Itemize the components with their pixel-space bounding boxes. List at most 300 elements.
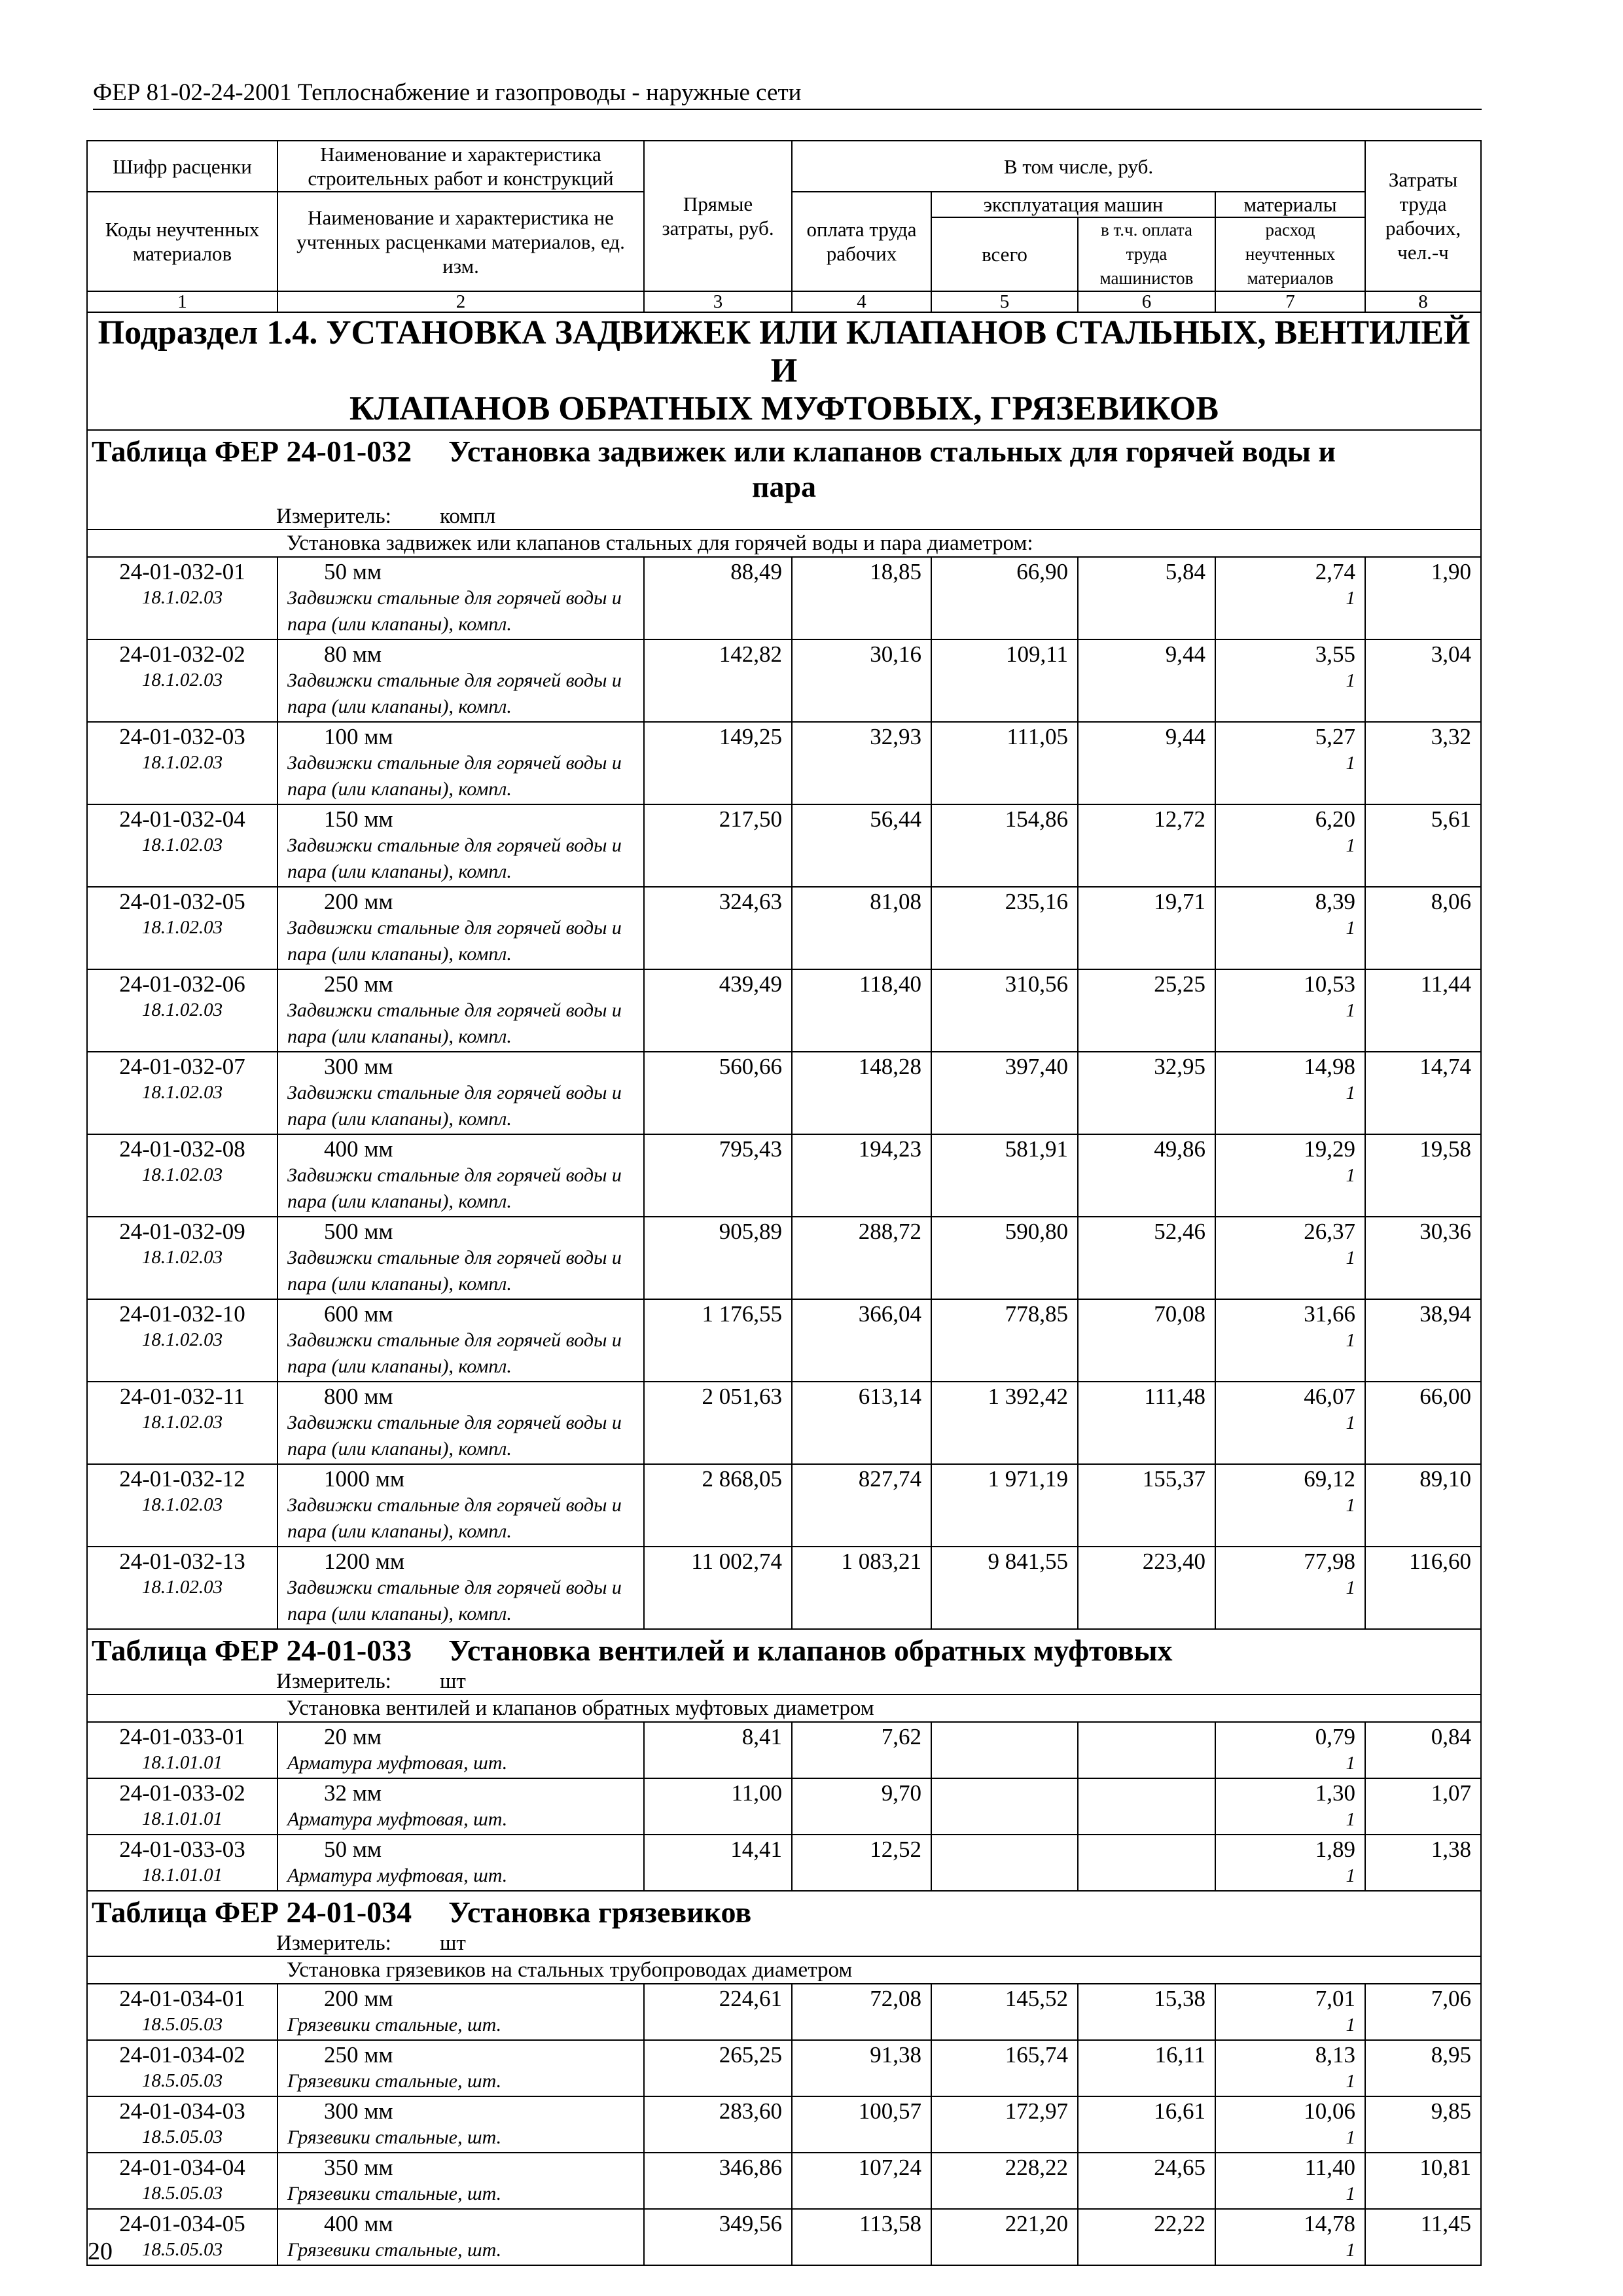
- work-name-cell: [277, 1299, 644, 1382]
- labor-hours: 10,81: [1365, 2153, 1481, 2209]
- col-number: 7: [1215, 291, 1365, 312]
- material-name: Арматура муфтовая, шт.: [287, 1808, 508, 1830]
- material-code: 18.5.05.03: [141, 2239, 223, 2260]
- materials-qty: 1: [1346, 2183, 1356, 2204]
- rate-code: 24-01-034-03: [119, 2098, 245, 2124]
- col-number: 1: [87, 291, 277, 312]
- material-code: 18.5.05.03: [141, 2126, 223, 2147]
- rate-code: 24-01-032-11: [119, 1384, 245, 1409]
- direct-costs: 1 176,55: [644, 1299, 792, 1382]
- materials-qty: 1: [1346, 1412, 1356, 1433]
- unit-row: [87, 1669, 1481, 1695]
- materials-cell: [1215, 969, 1365, 1052]
- material-name: Задвижки стальные для горячей воды и пара (или клапаны), компл.: [287, 1247, 622, 1295]
- unit-row: [87, 1931, 1481, 1956]
- diameter: 200 мм: [324, 1986, 393, 2011]
- section-title-row: [87, 312, 1481, 430]
- materials-qty: 1: [1346, 753, 1356, 774]
- col-number: 5: [931, 291, 1078, 312]
- diameter: 1200 мм: [324, 1549, 405, 1574]
- col-number: 2: [277, 291, 644, 312]
- table-row: [87, 1217, 1481, 1299]
- table-row: [87, 1134, 1481, 1217]
- diameter: 1000 мм: [324, 1466, 405, 1492]
- rate-code-cell: [87, 2153, 277, 2209]
- materials-cost: 0,79: [1315, 1724, 1356, 1749]
- table-row: [87, 1778, 1481, 1835]
- direct-costs: 2 868,05: [644, 1464, 792, 1547]
- materials-cost: 14,78: [1304, 2211, 1356, 2236]
- material-code: 18.1.02.03: [141, 917, 223, 938]
- page-header: ФЕР 81-02-24-2001 Теплоснабжение и газопроводы - наружные сети: [93, 77, 1482, 110]
- diameter: 250 мм: [324, 2042, 393, 2068]
- section-title-line2: КЛАПАНОВ ОБРАТНЫХ МУФТОВЫХ, ГРЯЗЕВИКОВ: [349, 390, 1219, 427]
- diameter: 350 мм: [324, 2155, 393, 2180]
- table-row: [87, 1547, 1481, 1629]
- work-name-cell: [277, 1835, 644, 1891]
- materials-qty: 1: [1346, 1165, 1356, 1186]
- machinists-pay: 19,71: [1078, 887, 1215, 969]
- labor-pay: 118,40: [792, 969, 931, 1052]
- diameter: 300 мм: [324, 2098, 393, 2124]
- materials-cell: [1215, 1722, 1365, 1778]
- labor-pay: 56,44: [792, 804, 931, 887]
- rate-code-cell: [87, 722, 277, 804]
- rate-code: 24-01-032-13: [119, 1549, 245, 1574]
- labor-hours: 0,84: [1365, 1722, 1481, 1778]
- work-name-cell: [277, 804, 644, 887]
- material-name: Грязевики стальные, шт.: [287, 2070, 502, 2092]
- work-name-cell: [277, 1134, 644, 1217]
- machinists-pay: 25,25: [1078, 969, 1215, 1052]
- materials-cost: 8,13: [1315, 2042, 1356, 2068]
- material-name: Задвижки стальные для горячей воды и пара (или клапаны), компл.: [287, 587, 622, 635]
- work-name-cell: [277, 1722, 644, 1778]
- rate-code-cell: [87, 557, 277, 639]
- labor-pay: 30,16: [792, 639, 931, 722]
- labor-pay: 107,24: [792, 2153, 931, 2209]
- materials-qty: 1: [1346, 2240, 1356, 2261]
- work-name-cell: [277, 1217, 644, 1299]
- table-label: Таблица ФЕР 24-01-033: [92, 1634, 412, 1667]
- labor-pay: 72,08: [792, 1984, 931, 2040]
- header-machines: эксплуатация машин: [931, 192, 1215, 217]
- labor-pay: 7,62: [792, 1722, 931, 1778]
- material-code: 18.1.02.03: [141, 1164, 223, 1185]
- rates-table-container: [86, 140, 1482, 2266]
- diameter: 32 мм: [324, 1780, 382, 1806]
- rate-code: 24-01-033-02: [119, 1780, 245, 1806]
- work-name-cell: [277, 1984, 644, 2040]
- header-col2-top: Наименование и характеристика строительных работ и конструкций: [277, 141, 644, 192]
- materials-cell: [1215, 804, 1365, 887]
- material-name: Грязевики стальные, шт.: [287, 2014, 502, 2036]
- group-spacer: [87, 529, 277, 557]
- header-col5: всего: [931, 217, 1078, 291]
- table-row: [87, 557, 1481, 639]
- diameter: 50 мм: [324, 559, 382, 584]
- diameter: 80 мм: [324, 641, 382, 667]
- machinists-pay: 24,65: [1078, 2153, 1215, 2209]
- col-number: 8: [1365, 291, 1481, 312]
- diameter: 150 мм: [324, 806, 393, 832]
- unit-row: [87, 504, 1481, 529]
- machinists-pay: 5,84: [1078, 557, 1215, 639]
- direct-costs: 88,49: [644, 557, 792, 639]
- rate-code: 24-01-032-02: [119, 641, 245, 667]
- direct-costs: 11 002,74: [644, 1547, 792, 1629]
- materials-cost: 2,74: [1315, 559, 1356, 584]
- unit-cell: [87, 1669, 1481, 1695]
- materials-cost: 26,37: [1304, 1219, 1356, 1244]
- table-row: [87, 1464, 1481, 1547]
- labor-pay: 32,93: [792, 722, 931, 804]
- group-description: Установка грязевиков на стальных трубопроводах диаметром: [277, 1956, 1481, 1984]
- header-col8: Затраты труда рабочих, чел.-ч: [1365, 141, 1481, 291]
- table-name: Установка грязевиков: [448, 1895, 752, 1929]
- diameter: 600 мм: [324, 1301, 393, 1327]
- table-title-row: [87, 1629, 1481, 1669]
- machines-total: 145,52: [931, 1984, 1078, 2040]
- rate-code: 24-01-034-05: [119, 2211, 245, 2236]
- material-name: Грязевики стальные, шт.: [287, 2239, 502, 2261]
- material-name: Задвижки стальные для горячей воды и пара (или клапаны), компл.: [287, 999, 622, 1047]
- table-row: [87, 1835, 1481, 1891]
- machinists-pay: [1078, 1835, 1215, 1891]
- materials-cell: [1215, 2096, 1365, 2153]
- unit-label: Измеритель:: [276, 1931, 391, 1955]
- materials-cost: 31,66: [1304, 1301, 1356, 1327]
- material-code: 18.5.05.03: [141, 2183, 223, 2204]
- rate-code-cell: [87, 1835, 277, 1891]
- direct-costs: 142,82: [644, 639, 792, 722]
- header-col7: расход неучтенных материалов: [1215, 217, 1365, 291]
- material-name: Задвижки стальные для горячей воды и пара (или клапаны), компл.: [287, 917, 622, 965]
- machinists-pay: [1078, 1778, 1215, 1835]
- header-col1-top: Шифр расценки: [87, 141, 277, 192]
- materials-cell: [1215, 1778, 1365, 1835]
- machines-total: [931, 1835, 1078, 1891]
- rate-code: 24-01-032-04: [119, 806, 245, 832]
- labor-pay: 18,85: [792, 557, 931, 639]
- material-code: 18.1.02.03: [141, 999, 223, 1020]
- section-title-line1: Подраздел 1.4. УСТАНОВКА ЗАДВИЖЕК ИЛИ КЛАПАНОВ СТАЛЬНЫХ, ВЕНТИЛЕЙ И: [98, 314, 1471, 389]
- materials-cost: 3,55: [1315, 641, 1356, 667]
- rate-code: 24-01-032-05: [119, 889, 245, 914]
- table-title: [87, 1629, 1481, 1669]
- rate-code: 24-01-033-01: [119, 1724, 245, 1749]
- material-code: 18.1.02.03: [141, 752, 223, 773]
- diameter: 100 мм: [324, 724, 393, 749]
- machinists-pay: 49,86: [1078, 1134, 1215, 1217]
- labor-pay: 827,74: [792, 1464, 931, 1547]
- col-number: 6: [1078, 291, 1215, 312]
- rate-code-cell: [87, 2040, 277, 2096]
- labor-pay: 12,52: [792, 1835, 931, 1891]
- direct-costs: 795,43: [644, 1134, 792, 1217]
- labor-hours: 8,95: [1365, 2040, 1481, 2096]
- materials-cost: 1,89: [1315, 1837, 1356, 1862]
- rates-table: [86, 140, 1482, 2266]
- materials-qty: 1: [1346, 1247, 1356, 1268]
- labor-pay: 194,23: [792, 1134, 931, 1217]
- header-col1-bottom: Коды неучтенных материалов: [87, 192, 277, 291]
- materials-cell: [1215, 1134, 1365, 1217]
- labor-hours: 116,60: [1365, 1547, 1481, 1629]
- labor-pay: 288,72: [792, 1217, 931, 1299]
- table-row: [87, 1052, 1481, 1134]
- material-code: 18.1.02.03: [141, 1247, 223, 1268]
- header-col3: Прямые затраты, руб.: [644, 141, 792, 291]
- unit-value: шт: [440, 1670, 466, 1693]
- table-row: [87, 887, 1481, 969]
- group-row: [87, 529, 1481, 557]
- material-name: Задвижки стальные для горячей воды и пара (или клапаны), компл.: [287, 1494, 622, 1542]
- materials-cell: [1215, 1984, 1365, 2040]
- machines-total: 235,16: [931, 887, 1078, 969]
- material-name: Задвижки стальные для горячей воды и пара (или клапаны), компл.: [287, 1577, 622, 1624]
- labor-hours: 7,06: [1365, 1984, 1481, 2040]
- materials-cost: 14,98: [1304, 1054, 1356, 1079]
- materials-qty: 1: [1346, 1865, 1356, 1886]
- machinists-pay: 22,22: [1078, 2209, 1215, 2265]
- material-name: Задвижки стальные для горячей воды и пара (или клапаны), компл.: [287, 834, 622, 882]
- group-description: Установка задвижек или клапанов стальных для горячей воды и пара диаметром:: [277, 529, 1481, 557]
- machines-total: 1 971,19: [931, 1464, 1078, 1547]
- rate-code: 24-01-032-10: [119, 1301, 245, 1327]
- work-name-cell: [277, 2096, 644, 2153]
- diameter: 300 мм: [324, 1054, 393, 1079]
- materials-cost: 1,30: [1315, 1780, 1356, 1806]
- table-row: [87, 2040, 1481, 2096]
- labor-pay: 91,38: [792, 2040, 931, 2096]
- machinists-pay: 12,72: [1078, 804, 1215, 887]
- labor-hours: 38,94: [1365, 1299, 1481, 1382]
- unit-label: Измеритель:: [276, 505, 391, 528]
- table-row: [87, 639, 1481, 722]
- group-spacer: [87, 1956, 277, 1984]
- rate-code: 24-01-032-07: [119, 1054, 245, 1079]
- materials-qty: 1: [1346, 588, 1356, 609]
- materials-cell: [1215, 1464, 1365, 1547]
- work-name-cell: [277, 557, 644, 639]
- diameter: 250 мм: [324, 971, 393, 997]
- rate-code-cell: [87, 1134, 277, 1217]
- labor-hours: 11,44: [1365, 969, 1481, 1052]
- rate-code-cell: [87, 1299, 277, 1382]
- machinists-pay: 52,46: [1078, 1217, 1215, 1299]
- materials-qty: 1: [1346, 1330, 1356, 1351]
- table-label: Таблица ФЕР 24-01-034: [92, 1895, 412, 1929]
- table-label: Таблица ФЕР 24-01-032: [92, 435, 412, 468]
- work-name-cell: [277, 1052, 644, 1134]
- material-name: Грязевики стальные, шт.: [287, 2126, 502, 2148]
- work-name-cell: [277, 1464, 644, 1547]
- diameter: 800 мм: [324, 1384, 393, 1409]
- materials-cost: 10,06: [1304, 2098, 1356, 2124]
- work-name-cell: [277, 2040, 644, 2096]
- material-code: 18.1.02.03: [141, 1577, 223, 1598]
- labor-pay: 148,28: [792, 1052, 931, 1134]
- materials-cell: [1215, 1052, 1365, 1134]
- table-row: [87, 804, 1481, 887]
- header-including: В том числе, руб.: [792, 141, 1365, 192]
- materials-qty: 1: [1346, 1753, 1356, 1774]
- machines-total: [931, 1778, 1078, 1835]
- direct-costs: 349,56: [644, 2209, 792, 2265]
- rate-code-cell: [87, 2209, 277, 2265]
- machinists-pay: 9,44: [1078, 722, 1215, 804]
- machines-total: 221,20: [931, 2209, 1078, 2265]
- material-code: 18.1.02.03: [141, 834, 223, 855]
- rate-code: 24-01-034-02: [119, 2042, 245, 2068]
- materials-cost: 11,40: [1304, 2155, 1356, 2180]
- material-code: 18.1.02.03: [141, 1494, 223, 1515]
- work-name-cell: [277, 639, 644, 722]
- materials-cost: 69,12: [1304, 1466, 1356, 1492]
- direct-costs: 14,41: [644, 1835, 792, 1891]
- work-name-cell: [277, 1382, 644, 1464]
- machines-total: 9 841,55: [931, 1547, 1078, 1629]
- materials-cell: [1215, 1217, 1365, 1299]
- labor-hours: 3,04: [1365, 639, 1481, 722]
- unit-label: Измеритель:: [276, 1670, 391, 1693]
- labor-hours: 5,61: [1365, 804, 1481, 887]
- rate-code-cell: [87, 639, 277, 722]
- machinists-pay: 32,95: [1078, 1052, 1215, 1134]
- materials-cost: 5,27: [1315, 724, 1356, 749]
- machinists-pay: 111,48: [1078, 1382, 1215, 1464]
- work-name-cell: [277, 969, 644, 1052]
- rate-code-cell: [87, 2096, 277, 2153]
- header-col4: оплата труда рабочих: [792, 192, 931, 291]
- table-row: [87, 1722, 1481, 1778]
- header-col2-bottom: Наименование и характеристика не учтенных расценками материалов, ед. изм.: [277, 192, 644, 291]
- machines-total: 172,97: [931, 2096, 1078, 2153]
- table-row: [87, 2153, 1481, 2209]
- labor-hours: 3,32: [1365, 722, 1481, 804]
- header-row-1: [87, 141, 1481, 192]
- rate-code: 24-01-032-03: [119, 724, 245, 749]
- materials-cost: 77,98: [1304, 1549, 1356, 1574]
- direct-costs: 8,41: [644, 1722, 792, 1778]
- materials-qty: 1: [1346, 918, 1356, 939]
- materials-cell: [1215, 1835, 1365, 1891]
- work-name-cell: [277, 887, 644, 969]
- machinists-pay: 16,61: [1078, 2096, 1215, 2153]
- materials-cost: 8,39: [1315, 889, 1356, 914]
- materials-cell: [1215, 1547, 1365, 1629]
- materials-cell: [1215, 722, 1365, 804]
- rate-code-cell: [87, 1217, 277, 1299]
- machines-total: 66,90: [931, 557, 1078, 639]
- table-title-row: [87, 1891, 1481, 1931]
- col-number: 4: [792, 291, 931, 312]
- diameter: 200 мм: [324, 889, 393, 914]
- rate-code-cell: [87, 1984, 277, 2040]
- material-name: Задвижки стальные для горячей воды и пара (или клапаны), компл.: [287, 670, 622, 717]
- machines-total: 581,91: [931, 1134, 1078, 1217]
- material-name: Задвижки стальные для горячей воды и пара (или клапаны), компл.: [287, 1164, 622, 1212]
- material-code: 18.5.05.03: [141, 2014, 223, 2035]
- materials-qty: 1: [1346, 1000, 1356, 1021]
- materials-cost: 10,53: [1304, 971, 1356, 997]
- diameter: 400 мм: [324, 2211, 393, 2236]
- material-name: Задвижки стальные для горячей воды и пара (или клапаны), компл.: [287, 752, 622, 800]
- work-name-cell: [277, 1778, 644, 1835]
- labor-hours: 9,85: [1365, 2096, 1481, 2153]
- materials-qty: 1: [1346, 835, 1356, 856]
- labor-hours: 66,00: [1365, 1382, 1481, 1464]
- table-row: [87, 2209, 1481, 2265]
- materials-cost: 6,20: [1315, 806, 1356, 832]
- rate-code: 24-01-034-01: [119, 1986, 245, 2011]
- rate-code: 24-01-032-08: [119, 1136, 245, 1162]
- labor-hours: 30,36: [1365, 1217, 1481, 1299]
- materials-cost: 19,29: [1304, 1136, 1356, 1162]
- labor-hours: 89,10: [1365, 1464, 1481, 1547]
- unit-value: компл: [440, 505, 496, 528]
- diameter: 400 мм: [324, 1136, 393, 1162]
- labor-hours: 1,07: [1365, 1778, 1481, 1835]
- direct-costs: 11,00: [644, 1778, 792, 1835]
- group-row: [87, 1695, 1481, 1722]
- work-name-cell: [277, 1547, 644, 1629]
- materials-qty: 1: [1346, 1495, 1356, 1516]
- direct-costs: 283,60: [644, 2096, 792, 2153]
- direct-costs: 2 051,63: [644, 1382, 792, 1464]
- rate-code-cell: [87, 969, 277, 1052]
- direct-costs: 149,25: [644, 722, 792, 804]
- labor-hours: 14,74: [1365, 1052, 1481, 1134]
- material-code: 18.1.02.03: [141, 1082, 223, 1103]
- materials-cell: [1215, 557, 1365, 639]
- table-title: [87, 430, 1481, 470]
- work-name-cell: [277, 2153, 644, 2209]
- unit-cell: [87, 504, 1481, 529]
- labor-pay: 81,08: [792, 887, 931, 969]
- machinists-pay: 15,38: [1078, 1984, 1215, 2040]
- materials-cell: [1215, 1299, 1365, 1382]
- material-name: Задвижки стальные для горячей воды и пара (или клапаны), компл.: [287, 1082, 622, 1130]
- table-row: [87, 969, 1481, 1052]
- table-row: [87, 2096, 1481, 2153]
- rate-code-cell: [87, 1547, 277, 1629]
- machines-total: 590,80: [931, 1217, 1078, 1299]
- machines-total: 310,56: [931, 969, 1078, 1052]
- table-title-cont-row: [87, 470, 1481, 504]
- materials-qty: 1: [1346, 2071, 1356, 2092]
- direct-costs: 439,49: [644, 969, 792, 1052]
- labor-pay: 100,57: [792, 2096, 931, 2153]
- diameter: 20 мм: [324, 1724, 382, 1749]
- table-title-cont: пара: [87, 470, 1481, 504]
- materials-cost: 46,07: [1304, 1384, 1356, 1409]
- rate-code-cell: [87, 1052, 277, 1134]
- material-code: 18.1.01.01: [141, 1752, 223, 1773]
- material-code: 18.1.02.03: [141, 1329, 223, 1350]
- table-row: [87, 1299, 1481, 1382]
- material-code: 18.1.02.03: [141, 1412, 223, 1433]
- direct-costs: 217,50: [644, 804, 792, 887]
- table-row: [87, 1984, 1481, 2040]
- diameter: 500 мм: [324, 1219, 393, 1244]
- materials-qty: 1: [1346, 670, 1356, 691]
- rate-code-cell: [87, 1778, 277, 1835]
- direct-costs: 224,61: [644, 1984, 792, 2040]
- column-numbers-row: [87, 291, 1481, 312]
- material-name: Арматура муфтовая, шт.: [287, 1865, 508, 1886]
